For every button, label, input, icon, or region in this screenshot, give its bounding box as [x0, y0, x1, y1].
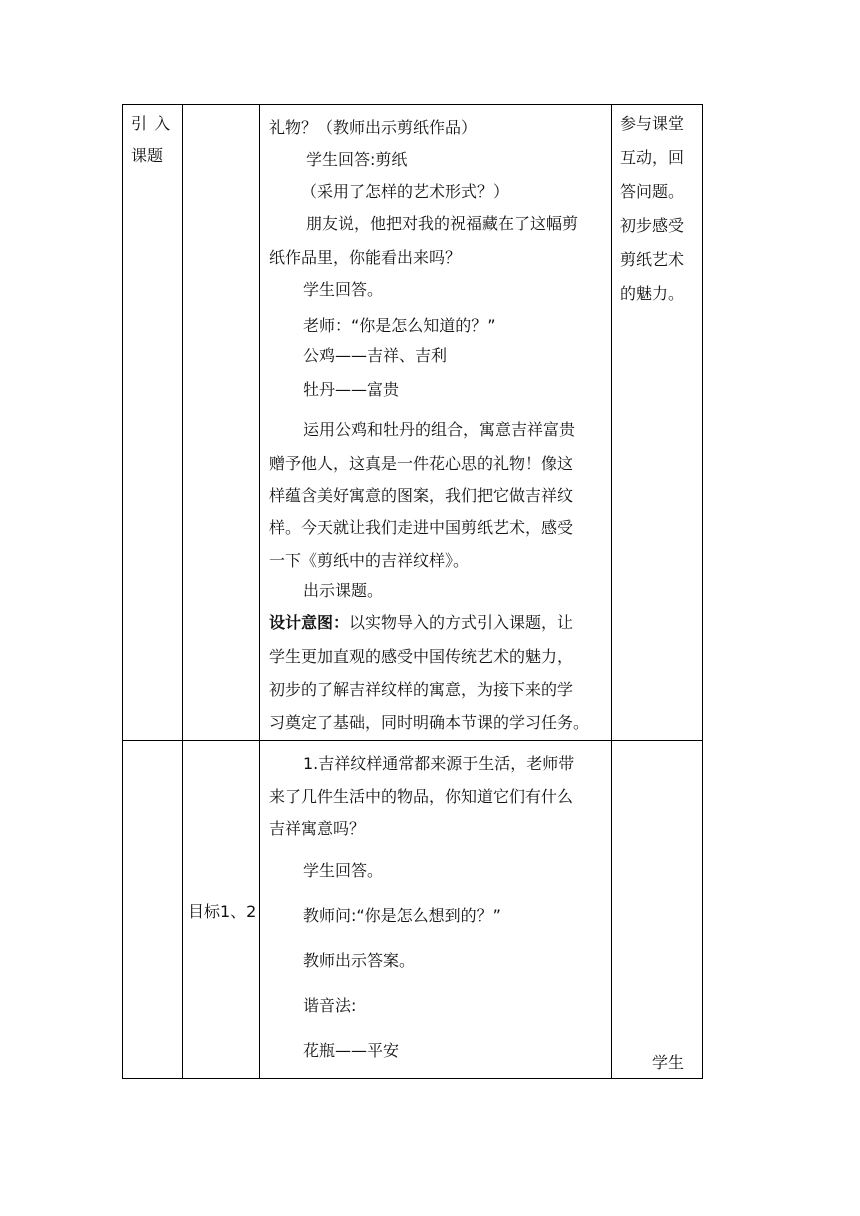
student-activity-line: 答问题。 — [620, 182, 685, 201]
objective-label: 目标1、2 — [188, 902, 257, 921]
column-divider-1 — [182, 104, 183, 1079]
design-intent-text: 以实物导入的方式引入课题，让 — [349, 613, 574, 632]
content-line: 学生回答:剪纸 — [306, 150, 408, 169]
student-activity-line: 的魅力。 — [620, 284, 685, 303]
content-line: 教师出示答案。 — [303, 951, 416, 970]
column-divider-2 — [259, 104, 260, 1079]
table-top-border — [122, 104, 703, 105]
student-activity-line: 互动，回 — [620, 148, 685, 167]
student-activity-line: 学生 — [652, 1053, 685, 1072]
content-line: 赠予他人，这真是一件花心思的礼物！像这 — [269, 454, 574, 473]
student-activity-line: 剪纸艺术 — [620, 250, 685, 269]
table-bottom-border — [122, 1078, 703, 1079]
content-line: 朋友说，他把对我的祝福藏在了这幅剪 — [306, 214, 579, 233]
row-divider — [122, 740, 703, 741]
content-line: 纸作品里，你能看出来吗？ — [269, 248, 462, 267]
design-intent-line: 习奠定了基础，同时明确本节课的学习任务。 — [269, 713, 590, 732]
content-line: 谐音法: — [303, 996, 357, 1015]
content-line: 运用公鸡和牡丹的组合，寓意吉祥富贵 — [303, 420, 576, 439]
content-line: 牡丹——富贵 — [303, 380, 400, 399]
content-line: 学生回答。 — [303, 861, 384, 880]
content-line: 一下《剪纸中的吉祥纹样》。 — [269, 551, 470, 570]
stage-label-line-1: 引 入 — [131, 114, 172, 133]
design-intent-line: 初步的了解吉祥纹样的寓意，为接下来的学 — [269, 680, 574, 699]
content-line: 老师：“你是怎么知道的？” — [303, 316, 496, 335]
design-intent-line: 学生更加直观的感受中国传统艺术的魅力， — [269, 647, 574, 666]
content-line: 礼物？（教师出示剪纸作品） — [269, 118, 478, 137]
student-activity-line: 参与课堂 — [620, 114, 685, 133]
design-intent-line — [269, 613, 573, 633]
table-right-border — [702, 104, 703, 1079]
design-intent-label: 设计意图： — [269, 613, 350, 632]
content-line: 样蕴含美好寓意的图案，我们把它做吉祥纹 — [269, 486, 574, 505]
content-line: 公鸡——吉祥、吉利 — [303, 346, 448, 365]
content-line: 样。今天就让我们走进中国剪纸艺术，感受 — [269, 518, 574, 537]
column-divider-3 — [611, 104, 612, 1079]
content-line: 教师问:“你是怎么想到的？” — [303, 906, 501, 925]
content-line: 来了几件生活中的物品，你知道它们有什么 — [269, 787, 574, 806]
student-activity-line: 初步感受 — [620, 216, 685, 235]
content-line: 出示课题。 — [303, 581, 384, 600]
stage-label-line-2: 课题 — [131, 146, 164, 165]
content-line: 1.吉祥纹样通常都来源于生活，老师带 — [303, 754, 575, 773]
content-line: 吉祥寓意吗？ — [269, 819, 366, 838]
content-line: 学生回答。 — [303, 280, 384, 299]
content-line: 花瓶——平安 — [303, 1041, 400, 1060]
table-left-border — [122, 104, 123, 1079]
content-line: （采用了怎样的艺术形式？） — [301, 182, 510, 201]
